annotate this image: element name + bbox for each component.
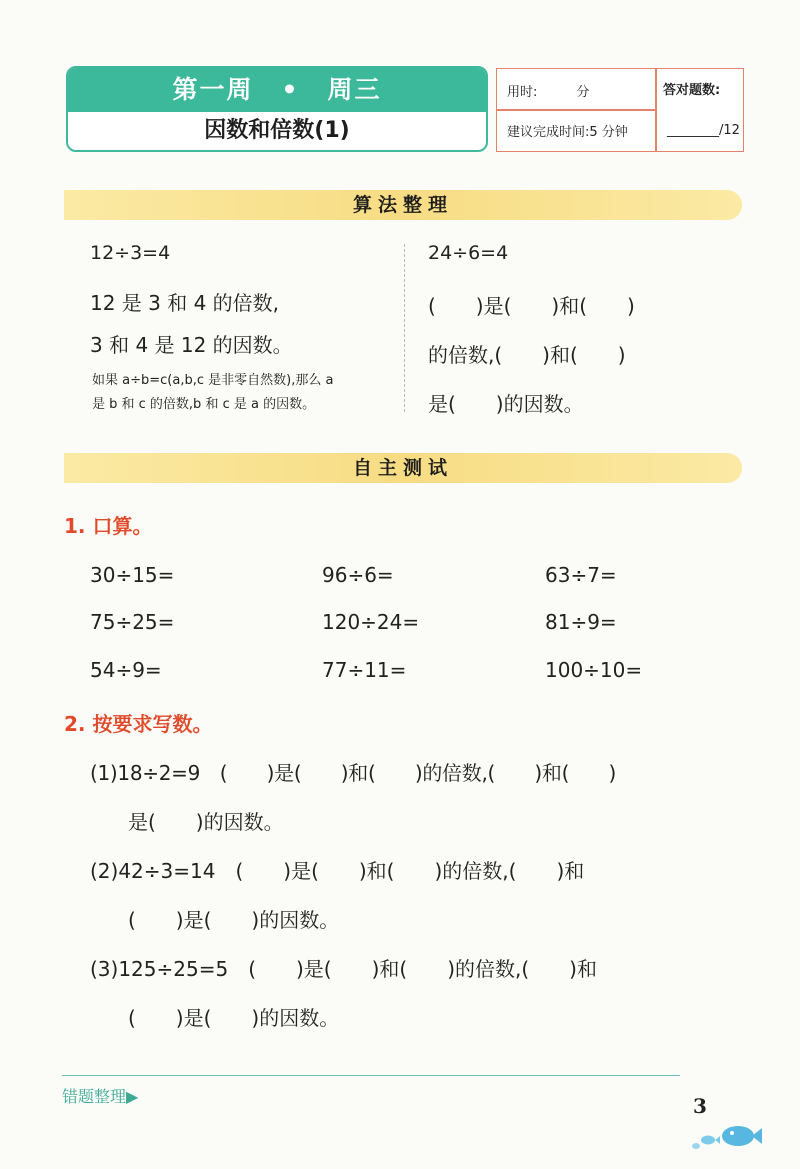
calc-item: 120÷24=: [322, 610, 420, 634]
column-divider: [404, 244, 405, 412]
q2-part2-line1: (2)42÷3=14 ( )是( )和( )的倍数,( )和: [90, 859, 585, 883]
calc-item: 75÷25=: [90, 610, 175, 634]
example-equation-right: 24÷6=4: [428, 242, 509, 264]
separator-dot: •: [281, 75, 300, 104]
info-divider-vertical: [655, 69, 657, 151]
rule-note-line-1: 如果 a÷b=c(a,b,c 是非零自然数),那么 a: [92, 373, 334, 388]
section-heading-self-test: 自主测试: [64, 453, 742, 483]
error-review-label: 错题整理▶: [62, 1087, 139, 1106]
lesson-title: 因数和倍数(1): [204, 118, 350, 143]
q2-part2-line2: ( )是( )的因数。: [128, 908, 340, 932]
fish-decoration-icon: [690, 1118, 762, 1152]
page-number: 3: [693, 1094, 707, 1118]
fill-blank-line-3: 是( )的因数。: [428, 392, 584, 416]
correct-count-blank: ________/12: [667, 123, 740, 138]
info-box: [496, 68, 744, 152]
footer-divider: [62, 1075, 680, 1076]
calc-item: 63÷7=: [545, 563, 617, 587]
q2-part1-line2: 是( )的因数。: [128, 810, 284, 834]
calc-item: 77÷11=: [322, 658, 407, 682]
fill-blank-line-1: ( )是( )和( ): [428, 294, 635, 318]
lesson-title-box: [66, 66, 488, 152]
rule-note-line-2: 是 b 和 c 的倍数,b 和 c 是 a 的因数。: [92, 397, 316, 412]
example-statement-2: 3 和 4 是 12 的因数。: [90, 333, 293, 357]
correct-count-label: 答对题数:: [663, 83, 721, 98]
calc-item: 30÷15=: [90, 563, 175, 587]
week-label: 第一周: [172, 75, 254, 104]
question-2-title: 2. 按要求写数。: [64, 712, 213, 736]
time-used-label: 用时: 分: [507, 85, 590, 100]
calc-item: 54÷9=: [90, 658, 162, 682]
info-divider-horizontal: [497, 109, 655, 111]
q2-part3-line1: (3)125÷25=5 ( )是( )和( )的倍数,( )和: [90, 957, 597, 981]
day-label: 周三: [327, 75, 382, 104]
question-1-title: 1. 口算。: [64, 514, 153, 538]
section-heading-algorithm: 算法整理: [64, 190, 742, 220]
calc-item: 81÷9=: [545, 610, 617, 634]
example-equation-left: 12÷3=4: [90, 242, 171, 264]
q2-part1-line1: (1)18÷2=9 ( )是( )和( )的倍数,( )和( ): [90, 761, 617, 785]
week-day-banner: [68, 68, 486, 112]
fill-blank-line-2: 的倍数,( )和( ): [428, 343, 626, 367]
q2-part3-line2: ( )是( )的因数。: [128, 1006, 340, 1030]
example-statement-1: 12 是 3 和 4 的倍数,: [90, 291, 280, 315]
suggested-time-label: 建议完成时间:5 分钟: [507, 125, 628, 140]
calc-item: 96÷6=: [322, 563, 394, 587]
calc-item: 100÷10=: [545, 658, 643, 682]
